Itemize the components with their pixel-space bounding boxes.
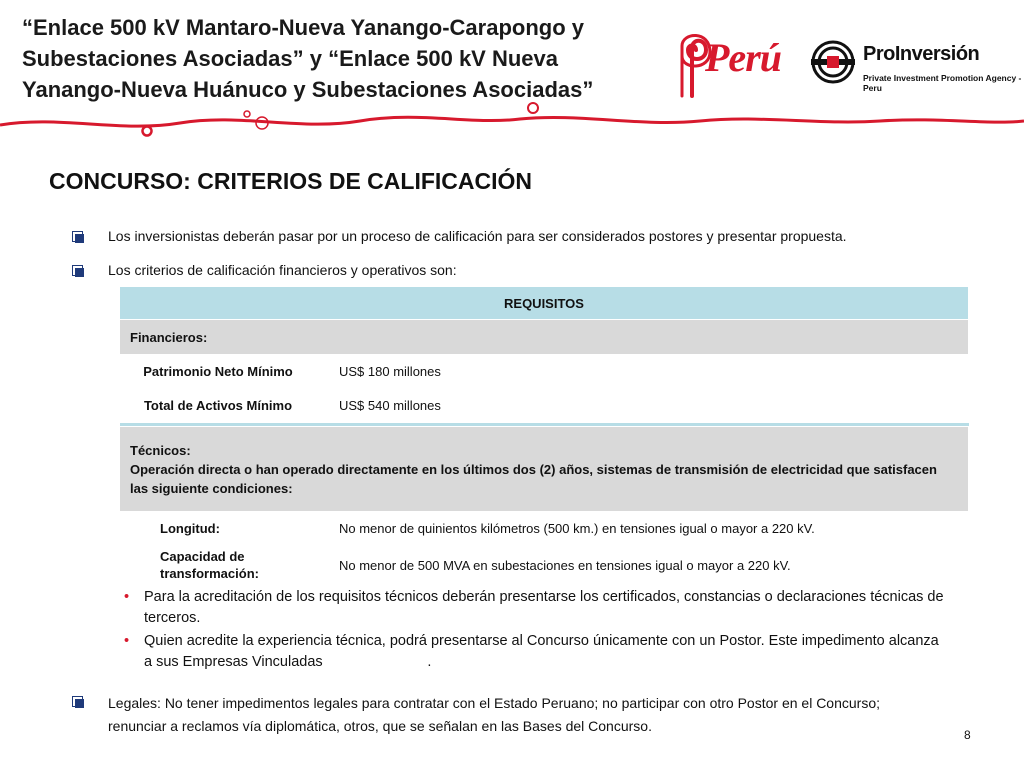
row-value: No menor de quinientos kilómetros (500 km.) en tensiones igual o mayor a 220 kV. bbox=[317, 512, 969, 546]
row-label: Capacidad de transformación: bbox=[120, 546, 317, 585]
proinversion-tagline: Private Investment Promotion Agency - Peru bbox=[863, 73, 1022, 93]
technical-cell bbox=[120, 427, 969, 512]
bullet-dot-icon: • bbox=[124, 633, 130, 649]
table-row bbox=[120, 546, 969, 585]
checkbox-bullet-icon bbox=[72, 265, 84, 277]
financial-section-row bbox=[120, 320, 969, 355]
row-label: Patrimonio Neto Mínimo bbox=[120, 355, 317, 389]
row-label: Total de Activos Mínimo bbox=[120, 389, 317, 423]
list-item bbox=[124, 587, 944, 629]
row-value: US$ 540 millones bbox=[317, 389, 969, 423]
table-row bbox=[120, 355, 969, 389]
technical-label: Técnicos: bbox=[130, 442, 191, 458]
technical-description: Operación directa o han operado directamente en los últimos dos (2) años, sistemas de transmisión de electricidad que satisfacen las siguiente condiciones: bbox=[130, 461, 937, 496]
sub-bullet-text: Quien acredite la experiencia técnica, podrá presentarse al Concurso únicamente con un Postor. Este impedimento alcanza a sus Empresas Vinculadas . bbox=[144, 633, 943, 670]
peru-logo-text: Perú bbox=[705, 35, 781, 80]
page-number: 8 bbox=[964, 728, 971, 742]
checkbox-bullet-icon bbox=[72, 696, 84, 708]
row-value: No menor de 500 MVA en subestaciones en tensiones igual o mayor a 220 kV. bbox=[317, 546, 969, 585]
sub-bullet-list bbox=[124, 587, 944, 675]
requirements-table bbox=[119, 286, 969, 585]
bullet-text: Los criterios de calificación financieros y operativos son: bbox=[108, 262, 457, 278]
legal-text: Legales: No tener impedimentos legales para contratar con el Estado Peruano; no participar con otro Postor en el Concurso; renunciar a reclamos vía diplomática, otros, que se señalan en las Bases del Concurso. bbox=[108, 695, 880, 734]
row-label: Longitud: bbox=[120, 512, 317, 546]
sub-bullet-text: Para la acreditación de los requisitos técnicos deberán presentarse los certificados, constancias o declaraciones técnicas de terceros. bbox=[144, 589, 944, 626]
slide-title: “Enlace 500 kV Mantaro-Nueva Yanango-Carapongo y Subestaciones Asociadas” y “Enlace 500 kV Nueva Yanango-Nueva Huánuco y Subestaciones Asociadas” bbox=[22, 15, 594, 102]
proinversion-logo-icon bbox=[811, 40, 855, 84]
wave-dot bbox=[528, 103, 538, 113]
row-value: US$ 180 millones bbox=[317, 355, 969, 389]
financial-label: Financieros: bbox=[120, 320, 969, 355]
list-item bbox=[124, 631, 944, 673]
bullet-text: Los inversionistas deberán pasar por un proceso de calificación para ser considerados postores y presentar propuesta. bbox=[108, 228, 847, 244]
table-row bbox=[120, 389, 969, 423]
technical-section-row bbox=[120, 427, 969, 512]
wave-line bbox=[0, 117, 1024, 126]
table-row bbox=[120, 512, 969, 546]
table-header: REQUISITOS bbox=[120, 287, 969, 320]
bullet-dot-icon: • bbox=[124, 589, 130, 605]
decorative-wave bbox=[0, 95, 1024, 145]
checkbox-bullet-icon bbox=[72, 231, 84, 243]
section-heading: CONCURSO: CRITERIOS DE CALIFICACIÓN bbox=[49, 168, 532, 194]
proinversion-name: ProInversión bbox=[863, 43, 980, 65]
wave-dot bbox=[244, 111, 250, 117]
wave-dot bbox=[143, 127, 152, 136]
table-header-row bbox=[120, 287, 969, 320]
